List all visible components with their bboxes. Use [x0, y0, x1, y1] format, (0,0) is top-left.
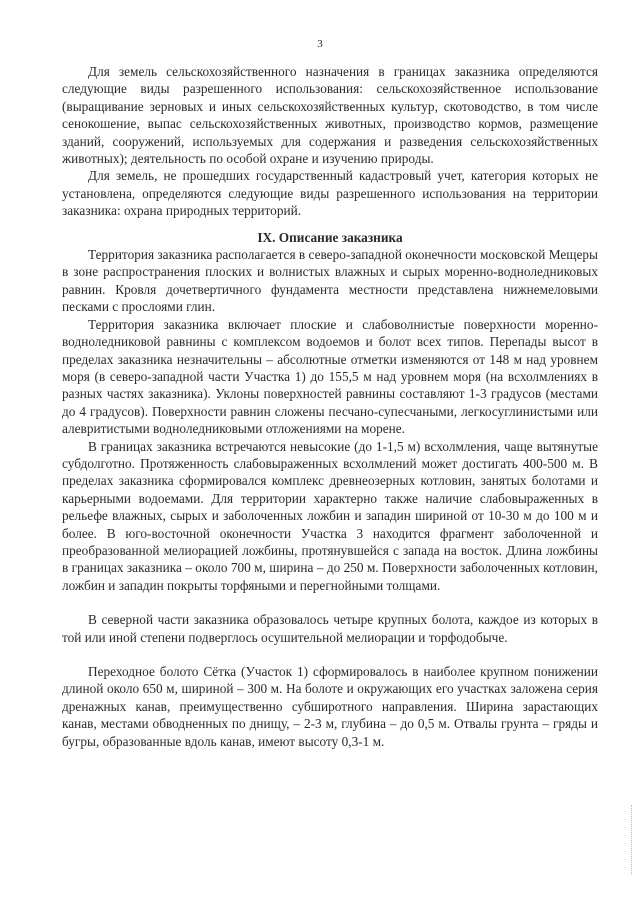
page-number: 3	[317, 38, 323, 50]
scan-edge-mark	[630, 805, 632, 875]
paragraph-hills-and-basins: В границах заказника встречаются невысокие (до 1-1,5 м) всхолмления, чаще вытянутые субдолготно. Протяженность слабовыраженных всхолмлений может достигать 400-500 м. В пределах заказника сформировался комплекс древнеозерных котловин, занятых болотами и карьерными водоемами. Для территории характерно также наличие слабовыраженных в рельефе влажных, сырых и заболоченных ложбин и западин шириной от 10-30 м до 100 м и более. В юго-восточной оконечности Участка 3 находится фрагмент заболоченной и преобразованной мелиорацией ложбины, протянувшейся с запада на восток. Длина ложбины в границах заказника – около 700 м, ширина – до 250 м. Поверхности заболоченных котловин, ложбин и западин покрыты торфяными и перегнойными толщами.	[62, 438, 598, 593]
section-heading: IX. Описание заказника	[257, 229, 403, 245]
paragraph-territory-location: Территория заказника располагается в северо-западной оконечности московской Мещеры в зоне распространения плоских и волнистых влажных и сырых моренно-водноледниковых равнин. Кровля дочетвертичного фундамента местности представлена нижнемеловыми песками с прослоями глин.	[62, 247, 598, 315]
paragraph-large-bogs: В северной части заказника образовалось четыре крупных болота, каждое из которых в той или иной степени подверглось осушительной мелиорации и торфодобыче.	[62, 612, 598, 645]
paragraph-terrain-relief: Территория заказника включает плоские и слабоволнистые поверхности моренно-водноледниковой равнины с комплексом водоемов и болот всех типов. Перепады высот в пределах заказника незначительны – абсолютные отметки изменяются от 148 м над уровнем моря (в северо-западной части Участка 1) до 155,5 м над уровнем моря (на всхолмлениях в разных частях заказника). Уклоны поверхностей равнины составляют 1-3 градусов (местами до 4 градусов). Поверхности равнин сложены песчано-супесчаными, легкосуглинистыми или алевритистыми водноледниковыми отложениями на морене.	[62, 316, 598, 437]
paragraph-agricultural-land-use: Для земель сельскохозяйственного назначения в границах заказника определяются следующие виды разрешенного использования: сельскохозяйственное использование (выращивание зерновых и иных сельскохозяйственных культур, скотоводство, в том числе сенокошение, выпас сельскохозяйственных животных, производство кормов, размещение зданий, сооружений, используемых для содержания и разведения сельскохозяйственных животных); деятельность по особой охране и изучению природы.	[62, 64, 598, 167]
document-body	[62, 63, 598, 750]
paragraph-unregistered-land-use: Для земель, не прошедших государственный кадастровый учет, категория которых не установлена, определяются следующие виды разрешенного использования на территории заказника: охрана природных территорий.	[62, 168, 598, 219]
paragraph-setka-bog: Переходное болото Сётка (Участок 1) сформировалось в наиболее крупном понижении длиной около 650 м, шириной – 300 м. На болоте и окружающих его участках заложена серия дренажных канав, преимущественно субширотного направления. Ширина зарастающих канав, местами обводненных по днищу, – 2-3 м, глубина – до 0,5 м. Отвалы грунта – гряды и бугры, образованные вдоль канав, имеют высоту 0,3-1 м.	[62, 664, 598, 749]
